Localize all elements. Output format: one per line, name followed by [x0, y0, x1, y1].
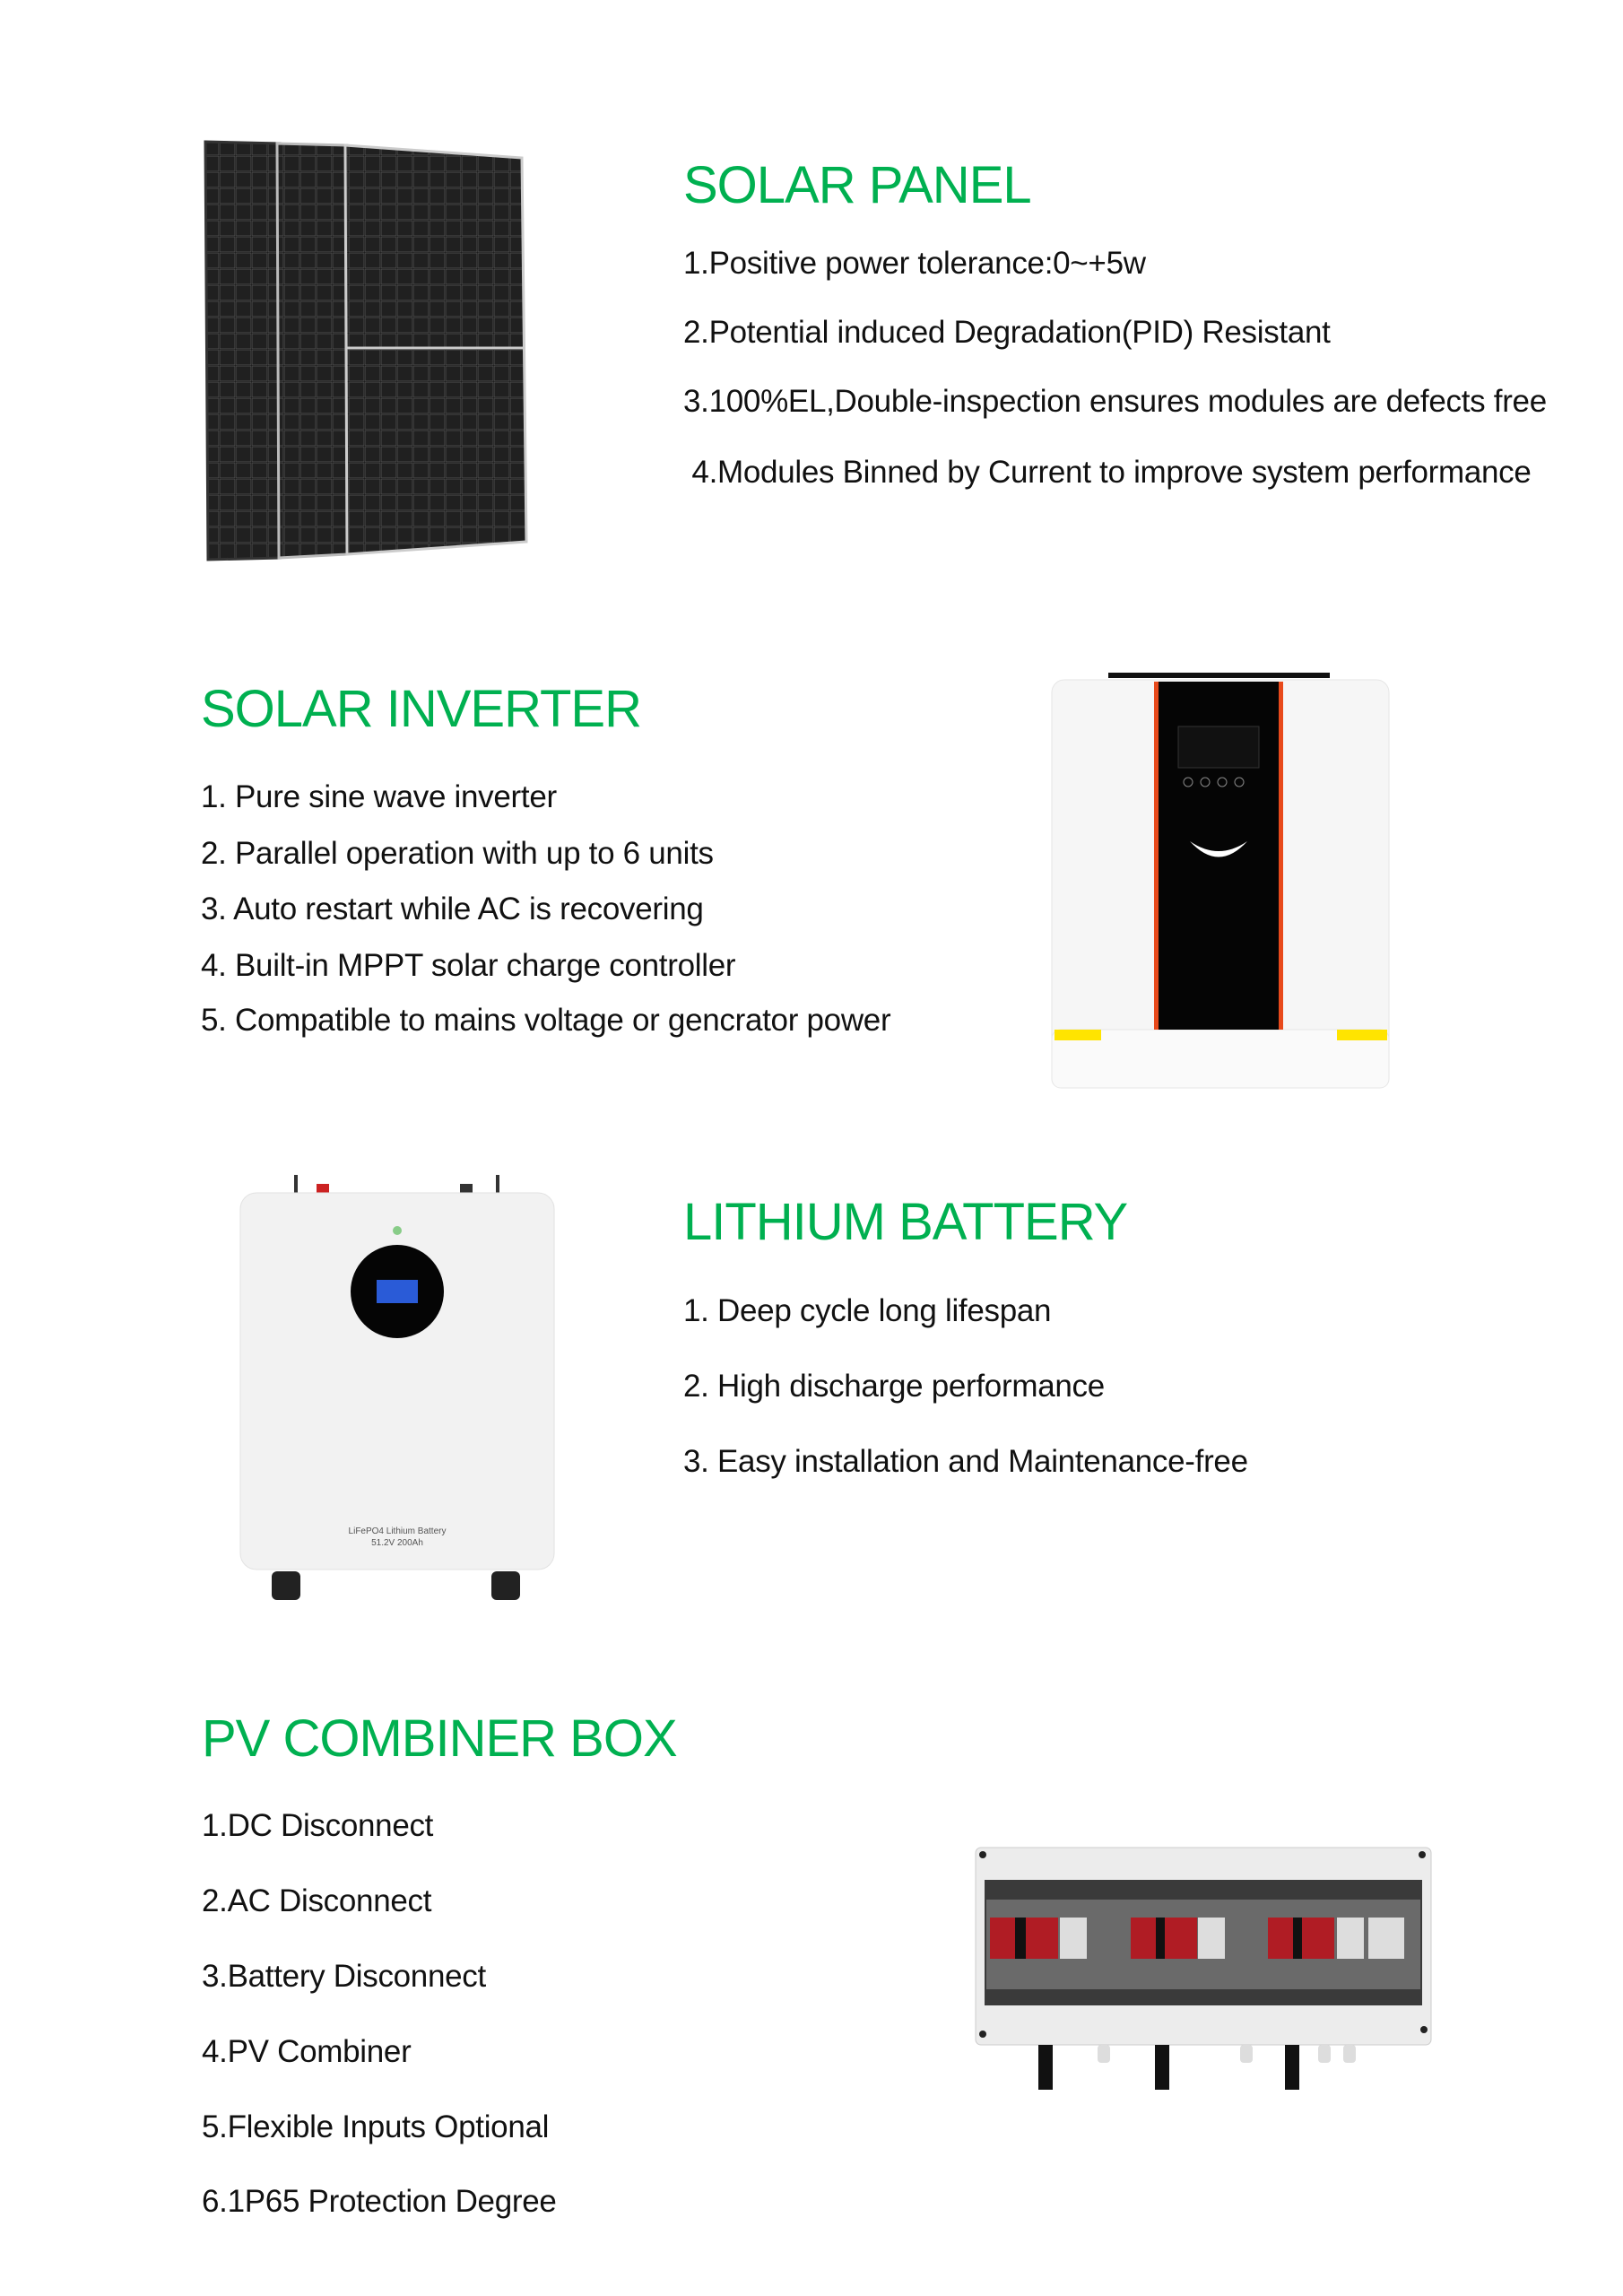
lithium-battery-feature: 1. Deep cycle long lifespan	[683, 1293, 1052, 1328]
lithium-battery-feature: 2. High discharge performance	[683, 1369, 1105, 1404]
solar-panel-feature: 2.Potential induced Degradation(PID) Resistant	[683, 315, 1331, 350]
solar-inverter-feature: 2. Parallel operation with up to 6 units	[201, 836, 714, 871]
pv-combiner-feature: 2.AC Disconnect	[202, 1883, 432, 1918]
solar-panel-title: SOLAR PANEL	[683, 156, 1031, 214]
pv-combiner-box-image	[974, 1846, 1433, 2124]
solar-panel-feature: 4.Modules Binned by Current to improve system performance	[683, 455, 1532, 490]
lithium-battery-title: LITHIUM BATTERY	[683, 1193, 1128, 1251]
lithium-battery-image	[236, 1166, 559, 1610]
battery-label-spec: 51.2V 200Ah	[371, 1538, 423, 1548]
solar-panel-image	[204, 140, 531, 561]
pv-combiner-box-title: PV COMBINER BOX	[202, 1709, 677, 1768]
solar-inverter-image	[1050, 671, 1391, 1092]
solar-inverter-feature: 5. Compatible to mains voltage or gencrator power	[201, 1003, 891, 1038]
solar-panel-feature: 1.Positive power tolerance:0~+5w	[683, 246, 1146, 281]
solar-inverter-feature: 4. Built-in MPPT solar charge controller	[201, 948, 736, 983]
solar-panel-feature: 3.100%EL,Double-inspection ensures modules are defects free	[683, 384, 1547, 419]
battery-label: LiFePO4 Lithium Battery	[348, 1526, 447, 1536]
solar-inverter-feature: 1. Pure sine wave inverter	[201, 779, 557, 814]
solar-inverter-feature: 3. Auto restart while AC is recovering	[201, 891, 704, 926]
pv-combiner-feature: 6.1P65 Protection Degree	[202, 2184, 557, 2219]
pv-combiner-feature: 1.DC Disconnect	[202, 1808, 434, 1843]
pv-combiner-feature: 3.Battery Disconnect	[202, 1959, 486, 1994]
pv-combiner-feature: 4.PV Combiner	[202, 2034, 412, 2069]
solar-inverter-title: SOLAR INVERTER	[201, 680, 641, 738]
pv-combiner-feature: 5.Flexible Inputs Optional	[202, 2109, 550, 2144]
lithium-battery-feature: 3. Easy installation and Maintenance-free	[683, 1444, 1248, 1479]
